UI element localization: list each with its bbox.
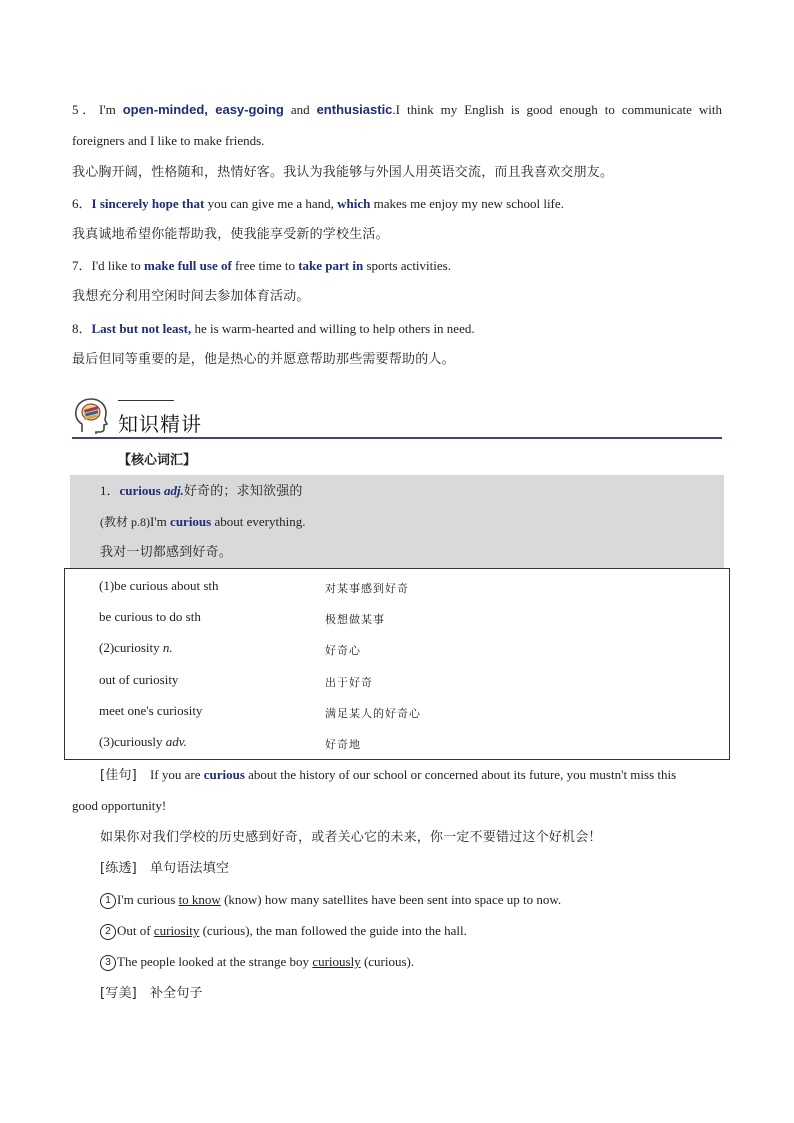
sentence-6-translation: 我真诚地希望你能帮助我，使我能享受新的学校生活。 xyxy=(72,227,389,242)
highlight-phrase: I sincerely hope that xyxy=(91,196,205,211)
phrase-text: (2)curiosity xyxy=(99,640,163,655)
phrase-item xyxy=(99,640,173,656)
sentence-text: I'd like to xyxy=(91,258,145,273)
sentence-7-translation: 我想充分利用空闲时间去参加体育活动。 xyxy=(72,289,310,304)
sentence-number: 7． xyxy=(72,258,92,273)
sentence-8-translation: 最后但同等重要的是，他是热心的并愿意帮助那些需要帮助的人。 xyxy=(72,352,455,367)
highlight-phrase: enthusiastic xyxy=(316,102,393,117)
highlight-phrase: which xyxy=(337,196,371,211)
sentence-8 xyxy=(72,320,475,338)
core-vocab-title: 【核心词汇】 xyxy=(118,453,197,468)
sentence-text: and xyxy=(283,102,317,117)
part-of-speech: adj. xyxy=(163,483,184,498)
practice-item xyxy=(100,953,414,971)
heading-overline xyxy=(118,400,174,401)
practice-item xyxy=(100,922,467,940)
phrase-item: (1)be curious about sth xyxy=(99,578,219,593)
jiaju-tag: [佳句] xyxy=(100,768,137,783)
sentence-number: 5． xyxy=(72,102,99,117)
sentence-6 xyxy=(72,195,564,213)
example-headword: curious xyxy=(170,514,212,529)
phrase-box xyxy=(64,568,730,760)
sentence-5-translation: 我心胸开阔，性格随和，热情好客。我认为我能够与外国人用英语交流，而且我喜欢交朋友。 xyxy=(72,165,614,180)
sentence-text: .I think my English is good enough to communicate with xyxy=(392,102,722,117)
highlight-phrase: Last but not least, xyxy=(91,321,192,336)
xiemei-heading xyxy=(100,985,203,1003)
example-source: (教材 p.8) xyxy=(100,515,150,529)
sentence-text: free time to xyxy=(231,258,299,273)
sentence-text: sports activities. xyxy=(363,258,451,273)
phrase-pos: adv. xyxy=(165,734,187,749)
word-number: 1． xyxy=(100,483,120,498)
sentence-number: 6． xyxy=(72,196,92,211)
item-text: I'm curious xyxy=(117,892,179,907)
sentence-5-line1 xyxy=(72,101,722,119)
phrase-text: (3)curiously xyxy=(99,734,166,749)
sentence-number: 8． xyxy=(72,321,92,336)
sentence-5-line2: foreigners and I like to make friends. xyxy=(72,133,265,148)
section-title: 知识精讲 xyxy=(118,412,202,436)
practice-tag: [练透] xyxy=(100,861,137,876)
item-answer: curiously xyxy=(312,954,361,969)
item-number-circle: 1 xyxy=(100,893,116,909)
jiaju-line2: good opportunity! xyxy=(72,798,167,813)
phrase-item: meet one's curiosity xyxy=(99,703,203,718)
section-heading xyxy=(72,394,722,440)
definition: 好奇的；求知欲强的 xyxy=(183,484,303,499)
phrase-meaning: 好奇心 xyxy=(325,644,361,657)
sentence-text: makes me enjoy my new school life. xyxy=(370,196,564,211)
highlight-phrase: make full use of xyxy=(144,258,232,273)
phrase-meaning: 好奇地 xyxy=(325,738,361,751)
highlight-phrase: take part in xyxy=(298,258,364,273)
word-definition-block xyxy=(70,475,724,506)
phrase-meaning: 对某事感到好奇 xyxy=(325,582,409,595)
example-sentence xyxy=(100,513,305,531)
highlight-phrase: open-minded, easy-going xyxy=(122,102,284,117)
example-text: I'm xyxy=(150,514,171,529)
example-translation: 我对一切都感到好奇。 xyxy=(100,545,233,560)
sentence-text: you can give me a hand, xyxy=(204,196,338,211)
phrase-item: out of curiosity xyxy=(99,672,179,687)
jiaju-translation: 如果你对我们学校的历史感到好奇，或者关心它的未来，你一定不要错过这个好机会！ xyxy=(100,830,602,845)
phrase-meaning: 极想做某事 xyxy=(325,613,385,626)
xiemei-title: 补全句子 xyxy=(149,986,203,1001)
jiaju-text: about the history of our school or concerned about its future, you mustn't miss this xyxy=(244,767,677,782)
practice-title: 单句语法填空 xyxy=(149,861,230,876)
jiaju-headword: curious xyxy=(203,767,245,782)
item-text: The people looked at the strange boy xyxy=(117,954,313,969)
item-answer: curiosity xyxy=(153,923,200,938)
word-example-block xyxy=(70,506,724,537)
sentence-text: he is warm-hearted and willing to help others in need. xyxy=(191,321,475,336)
item-number-circle: 2 xyxy=(100,924,116,940)
item-text: (curious). xyxy=(360,954,415,969)
item-answer: to know xyxy=(178,892,221,907)
item-number-circle: 3 xyxy=(100,955,116,971)
heading-rule xyxy=(72,437,722,439)
word-translation-block xyxy=(70,537,724,568)
phrase-meaning: 出于好奇 xyxy=(325,676,373,689)
item-text: (curious), the man followed the guide into the hall. xyxy=(199,923,467,938)
phrase-meaning: 满足某人的好奇心 xyxy=(325,707,421,720)
sentence-text: I'm xyxy=(98,102,123,117)
xiemei-tag: [写美] xyxy=(100,986,137,1001)
item-text: (know) how many satellites have been sent into space up to now. xyxy=(220,892,562,907)
phrase-pos: n. xyxy=(162,640,173,655)
practice-item xyxy=(100,891,561,909)
word-definition xyxy=(100,482,303,501)
phrase-item: be curious to do sth xyxy=(99,609,201,624)
jiaju-text: If you are xyxy=(149,767,204,782)
item-text: Out of xyxy=(117,923,154,938)
headword: curious xyxy=(119,483,161,498)
example-text: about everything. xyxy=(211,514,306,529)
head-books-icon xyxy=(74,398,108,434)
example-sentence-jiaju xyxy=(100,766,676,785)
practice-heading xyxy=(100,860,229,878)
sentence-7 xyxy=(72,257,451,275)
phrase-item xyxy=(99,734,187,750)
